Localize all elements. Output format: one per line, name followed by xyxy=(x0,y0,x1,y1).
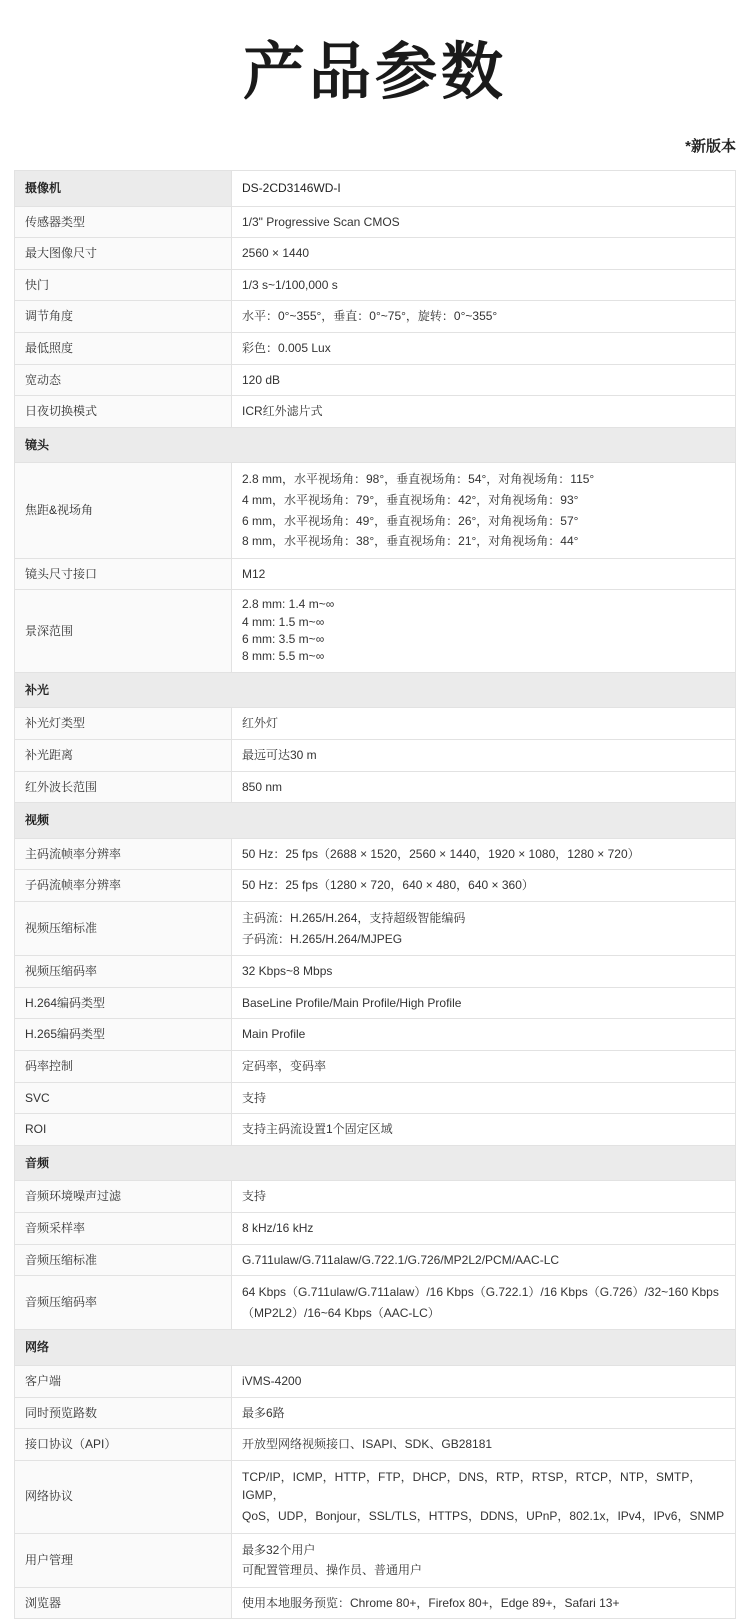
table-row-value: 支持主码流设置1个固定区域 xyxy=(232,1114,736,1146)
table-section-label: 镜头 xyxy=(15,427,736,463)
table-row-label: 镜头尺寸接口 xyxy=(15,558,232,590)
table-row xyxy=(15,396,736,428)
table-row-value-line: TCP/IP，ICMP，HTTP，FTP，DHCP，DNS，RTP，RTSP，RTCP，NTP，SMTP，IGMP， xyxy=(242,1469,702,1503)
table-row xyxy=(15,1276,736,1330)
table-row-value: 1/3" Progressive Scan CMOS xyxy=(232,206,736,238)
table-row-value: iVMS-4200 xyxy=(232,1365,736,1397)
table-row xyxy=(15,1114,736,1146)
table-row-value: 50 Hz：25 fps（2688 × 1520，2560 × 1440，1920 × 1080，1280 × 720） xyxy=(232,838,736,870)
table-row-value-line: 64 Kbps（G.711ulaw/G.711alaw）/16 Kbps（G.722.1）/16 Kbps（G.726）/32~160 Kbps xyxy=(242,1285,719,1300)
table-row-value xyxy=(232,902,736,956)
table-row xyxy=(15,558,736,590)
table-row xyxy=(15,1365,736,1397)
table-row xyxy=(15,364,736,396)
table-row xyxy=(15,708,736,740)
table-row xyxy=(15,1244,736,1276)
table-row xyxy=(15,1082,736,1114)
table-row-value: 最远可达30 m xyxy=(232,740,736,772)
table-row xyxy=(15,1212,736,1244)
table-row-label: 传感器类型 xyxy=(15,206,232,238)
table-row-value-line: 主码流：H.265/H.264，支持超级智能编码 xyxy=(242,911,466,926)
table-row-value: 水平：0°~355°，垂直：0°~75°，旋转：0°~355° xyxy=(232,301,736,333)
table-row-label: 调节角度 xyxy=(15,301,232,333)
table-row-label: 子码流帧率分辨率 xyxy=(15,870,232,902)
table-row-value: ICR红外滤片式 xyxy=(232,396,736,428)
table-row-label: 最大图像尺寸 xyxy=(15,238,232,270)
table-row-label: 音频压缩标准 xyxy=(15,1244,232,1276)
table-row-value: 支持 xyxy=(232,1181,736,1213)
table-row-value: 1/3 s~1/100,000 s xyxy=(232,269,736,301)
table-row-label: 音频压缩码率 xyxy=(15,1276,232,1330)
table-row xyxy=(15,1533,736,1587)
table-row-label: 日夜切换模式 xyxy=(15,396,232,428)
table-row-value: 彩色：0.005 Lux xyxy=(232,332,736,364)
table-row-value: 120 dB xyxy=(232,364,736,396)
table-row-label: 客户端 xyxy=(15,1365,232,1397)
table-row-label: H.264编码类型 xyxy=(15,987,232,1019)
table-row-value-line: 8 mm: 5.5 m~∞ xyxy=(242,649,325,664)
table-row-value: 支持 xyxy=(232,1082,736,1114)
table-row-value: 红外灯 xyxy=(232,708,736,740)
table-row-value: 定码率，变码率 xyxy=(232,1051,736,1083)
table-row xyxy=(15,956,736,988)
table-row-label: 视频压缩码率 xyxy=(15,956,232,988)
version-note: *新版本 xyxy=(685,138,736,155)
table-row-value: M12 xyxy=(232,558,736,590)
table-row xyxy=(15,870,736,902)
table-row-label: 最低照度 xyxy=(15,332,232,364)
table-section-row xyxy=(15,672,736,708)
table-row xyxy=(15,1429,736,1461)
table-row-label: 主码流帧率分辨率 xyxy=(15,838,232,870)
table-row xyxy=(15,987,736,1019)
table-row-value xyxy=(232,463,736,558)
table-row-label: 浏览器 xyxy=(15,1587,232,1619)
table-row-value: 850 nm xyxy=(232,771,736,803)
table-section-label: 补光 xyxy=(15,672,736,708)
table-row-value: G.711ulaw/G.711alaw/G.722.1/G.726/MP2L2/PCM/AAC-LC xyxy=(232,1244,736,1276)
table-row-label: 音频采样率 xyxy=(15,1212,232,1244)
table-row xyxy=(15,301,736,333)
table-section-row xyxy=(15,1145,736,1181)
table-row-value: 32 Kbps~8 Mbps xyxy=(232,956,736,988)
table-row-value: 2560 × 1440 xyxy=(232,238,736,270)
table-row-label: 宽动态 xyxy=(15,364,232,396)
table-row-value-line: 子码流：H.265/H.264/MJPEG xyxy=(242,931,403,946)
table-row-value xyxy=(232,590,736,673)
table-row-label: 红外波长范围 xyxy=(15,771,232,803)
table-row xyxy=(15,590,736,673)
table-row-label: 补光距离 xyxy=(15,740,232,772)
table-row-value: 使用本地服务预览：Chrome 80+，Firefox 80+，Edge 89+，Safari 13+ xyxy=(232,1587,736,1619)
table-row xyxy=(15,1181,736,1213)
table-row-label: 视频压缩标准 xyxy=(15,902,232,956)
table-row-value-line: 最多32个用户 xyxy=(242,1542,316,1557)
table-row xyxy=(15,902,736,956)
table-row xyxy=(15,238,736,270)
table-row xyxy=(15,740,736,772)
table-row-label: 焦距&视场角 xyxy=(15,463,232,558)
table-row xyxy=(15,1460,736,1533)
page-title: 产品参数 xyxy=(242,35,507,108)
table-row xyxy=(15,771,736,803)
table-row-value: 8 kHz/16 kHz xyxy=(232,1212,736,1244)
table-row-value-line: （MP2L2）/16~64 Kbps（AAC-LC） xyxy=(242,1305,440,1320)
table-row-value-line: 6 mm: 3.5 m~∞ xyxy=(242,632,325,647)
table-row-value-line: 8 mm，水平视场角：38°，垂直视场角：21°，对角视场角：44° xyxy=(242,534,579,549)
table-row-value xyxy=(232,1276,736,1330)
table-row-value: 50 Hz：25 fps（1280 × 720，640 × 480，640 × 360） xyxy=(232,870,736,902)
table-row-value-line: 6 mm，水平视场角：49°，垂直视场角：26°，对角视场角：57° xyxy=(242,513,579,528)
table-row-value xyxy=(232,1460,736,1533)
table-row-value: Main Profile xyxy=(232,1019,736,1051)
table-row-value: 开放型网络视频接口、ISAPI、SDK、GB28181 xyxy=(232,1429,736,1461)
table-section-label: 音频 xyxy=(15,1145,736,1181)
table-section-row xyxy=(15,1330,736,1366)
table-row-label: 接口协议（API） xyxy=(15,1429,232,1461)
table-row-value-line: 2.8 mm，水平视场角：98°，垂直视场角：54°，对角视场角：115° xyxy=(242,472,595,487)
table-row-label: 补光灯类型 xyxy=(15,708,232,740)
table-row-label: 景深范围 xyxy=(15,590,232,673)
table-row-label: SVC xyxy=(15,1082,232,1114)
table-row-label: 音频环境噪声过滤 xyxy=(15,1181,232,1213)
table-row-label: 网络协议 xyxy=(15,1460,232,1533)
table-row-value-line: 2.8 mm: 1.4 m~∞ xyxy=(242,597,335,612)
table-row-value: BaseLine Profile/Main Profile/High Profile xyxy=(232,987,736,1019)
table-row-value-line: 4 mm: 1.5 m~∞ xyxy=(242,614,325,629)
table-row-value: DS-2CD3146WD-I xyxy=(232,171,736,207)
table-row xyxy=(15,206,736,238)
specification-table xyxy=(14,170,736,1619)
table-row-value-line: 4 mm，水平视场角：79°，垂直视场角：42°，对角视场角：93° xyxy=(242,492,579,507)
table-row-label: H.265编码类型 xyxy=(15,1019,232,1051)
table-section-label: 视频 xyxy=(15,803,736,839)
table-row-label: ROI xyxy=(15,1114,232,1146)
table-row-value-line: 可配置管理员、操作员、普通用户 xyxy=(242,1563,423,1578)
table-row-label: 摄像机 xyxy=(15,171,232,207)
table-row xyxy=(15,1051,736,1083)
table-row xyxy=(15,463,736,558)
table-header-row xyxy=(15,171,736,207)
table-row-label: 码率控制 xyxy=(15,1051,232,1083)
table-row xyxy=(15,838,736,870)
specification-table-body xyxy=(15,171,736,1619)
table-row-value xyxy=(232,1533,736,1587)
table-row xyxy=(15,332,736,364)
table-row xyxy=(15,269,736,301)
table-row-value-line: QoS，UDP，Bonjour，SSL/TLS，HTTPS，DDNS，UPnP，802.1x，IPv4，IPv6，SNMP xyxy=(242,1508,725,1523)
table-section-row xyxy=(15,803,736,839)
table-row xyxy=(15,1397,736,1429)
table-section-row xyxy=(15,427,736,463)
table-row xyxy=(15,1587,736,1619)
table-row-label: 快门 xyxy=(15,269,232,301)
table-section-label: 网络 xyxy=(15,1330,736,1366)
table-row-label: 同时预览路数 xyxy=(15,1397,232,1429)
table-row-label: 用户管理 xyxy=(15,1533,232,1587)
table-row-value: 最多6路 xyxy=(232,1397,736,1429)
table-row xyxy=(15,1019,736,1051)
